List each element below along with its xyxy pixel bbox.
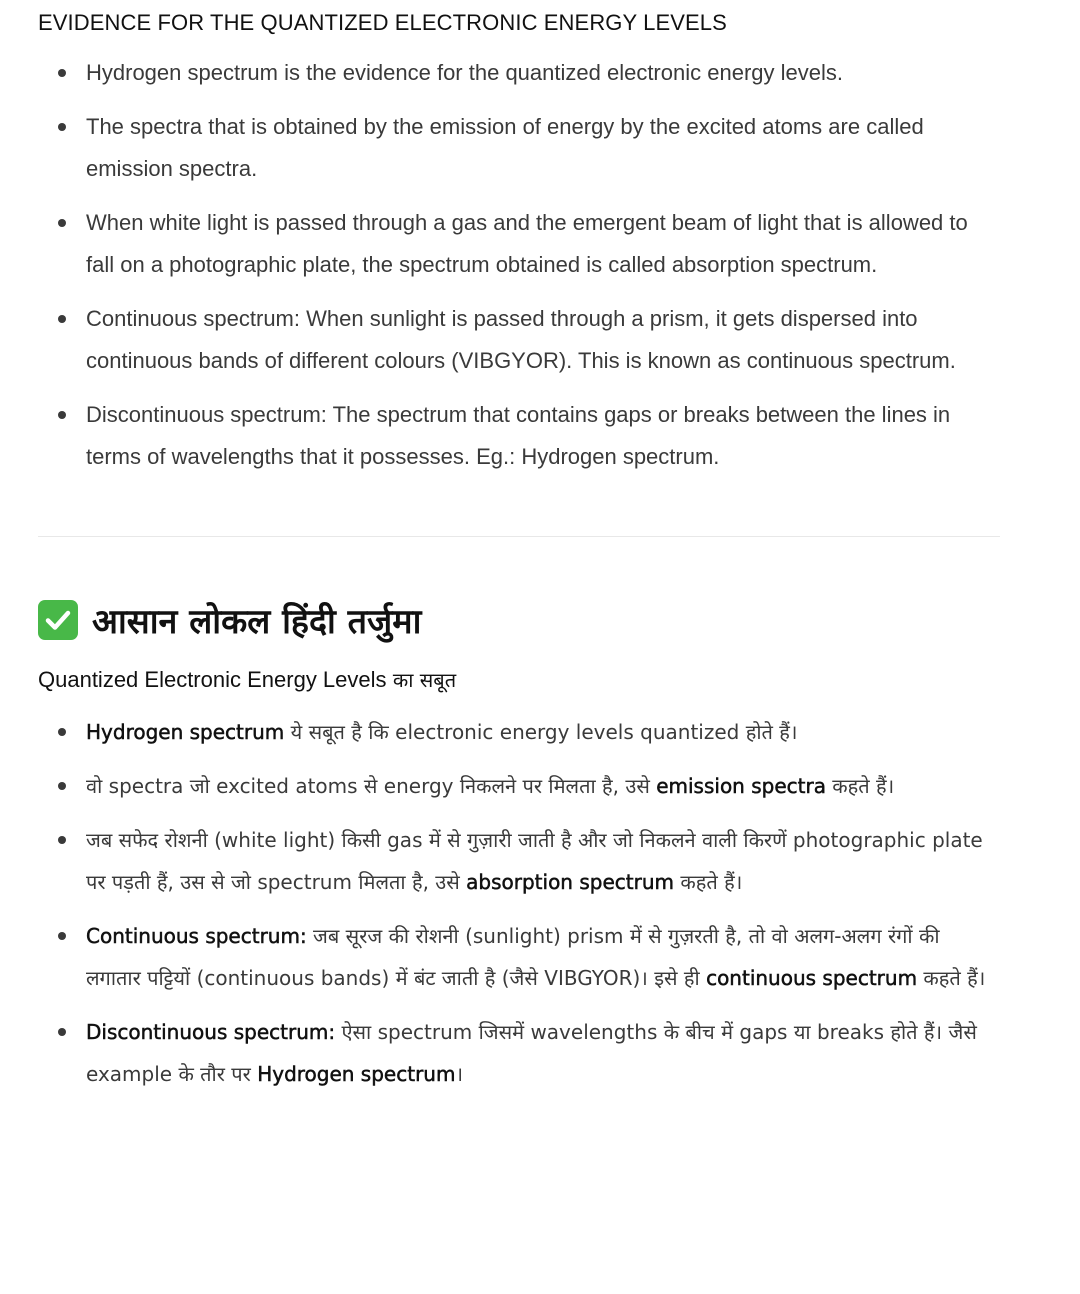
bullet-dot	[58, 728, 66, 736]
list-item	[38, 202, 1000, 286]
list-item-text: When white light is passed through a gas and the emergent beam of light that is allowed to fall on a photographic plate, the spectrum obtained is called absorption spectrum.	[86, 210, 968, 277]
list-item-text: Discontinuous spectrum: The spectrum that contains gaps or breaks between the lines in terms of wavelengths that it possesses. Eg.: Hydrogen spectrum.	[86, 402, 951, 469]
list-item	[38, 765, 1000, 807]
list-item	[38, 52, 1000, 94]
list-item	[38, 394, 1000, 478]
list-item	[38, 298, 1000, 382]
bullet-dot	[58, 932, 66, 940]
bold-term: absorption spectrum	[466, 870, 674, 894]
list-item-text: कहते हैं।	[673, 870, 743, 894]
bold-term: continuous spectrum	[706, 966, 918, 990]
subheading-en: Quantized Electronic Energy Levels	[38, 667, 387, 692]
hindi-title: आसान लोकल हिंदी तर्जुमा	[92, 602, 422, 642]
bullet-dot	[58, 836, 66, 844]
list-item	[38, 1011, 1000, 1095]
list-item-text: जब सफेद रोशनी (white light) किसी gas में से गुज़ारी जाती है और जो निकलने वाली किरणें photographic plate पर पड़ती हैं, उस से जो spectrum मिलता है, उसे	[86, 828, 983, 894]
list-item-text: ये सबूत है कि electronic energy levels quantized होते हैं।	[284, 720, 798, 744]
bullet-dot	[58, 219, 66, 227]
hindi-title-row	[38, 597, 1000, 643]
bold-term: emission spectra	[656, 774, 826, 798]
bold-term: Discontinuous spectrum:	[86, 1020, 336, 1044]
bullet-dot	[58, 315, 66, 323]
list-item	[38, 819, 1000, 903]
bold-term: Continuous spectrum:	[86, 924, 307, 948]
list-item-text: कहते हैं।	[825, 774, 895, 798]
list-item-text: Hydrogen spectrum is the evidence for the quantized electronic energy levels.	[86, 60, 843, 85]
list-item-text: जब सूरज की रोशनी (sunlight) prism में से गुज़रती है, तो वो अलग-अलग रंगों की लगातार पट्टियों (continuous bands) में बंट जाती है (जैसे VIBGYOR)। इसे ही	[86, 924, 940, 990]
english-bullet-list	[38, 52, 1000, 478]
bullet-dot	[58, 411, 66, 419]
english-heading: EVIDENCE FOR THE QUANTIZED ELECTRONIC ENERGY LEVELS	[38, 10, 727, 35]
list-item-text: Continuous spectrum: When sunlight is passed through a prism, it gets dispersed into continuous bands of different colours (VIBGYOR). This is known as continuous spectrum.	[86, 306, 956, 373]
bullet-dot	[58, 782, 66, 790]
check-mark-icon	[38, 600, 78, 640]
bullet-dot	[58, 123, 66, 131]
bold-term: Hydrogen spectrum	[257, 1062, 456, 1086]
list-item	[38, 915, 1000, 999]
section-divider	[38, 536, 1000, 537]
list-item-text: वो spectra जो excited atoms से energy निकलने पर मिलता है, उसे	[86, 774, 657, 798]
hindi-subheading	[38, 665, 1000, 695]
bold-term: Hydrogen spectrum	[86, 720, 285, 744]
list-item-text: ऐसा spectrum जिसमें wavelengths के बीच में gaps या breaks होते हैं। जैसे example के तौर पर	[86, 1020, 977, 1086]
hindi-bullet-list	[38, 711, 1000, 1095]
list-item-text: कहते हैं।	[917, 966, 986, 990]
list-item-text: The spectra that is obtained by the emission of energy by the excited atoms are called emission spectra.	[86, 114, 924, 181]
list-item	[38, 711, 1000, 753]
list-item-text: ।	[455, 1062, 464, 1086]
subheading-hi: का सबूत	[386, 668, 457, 692]
document-page	[38, 0, 1000, 1107]
list-item	[38, 106, 1000, 190]
bullet-dot	[58, 69, 66, 77]
bullet-dot	[58, 1028, 66, 1036]
